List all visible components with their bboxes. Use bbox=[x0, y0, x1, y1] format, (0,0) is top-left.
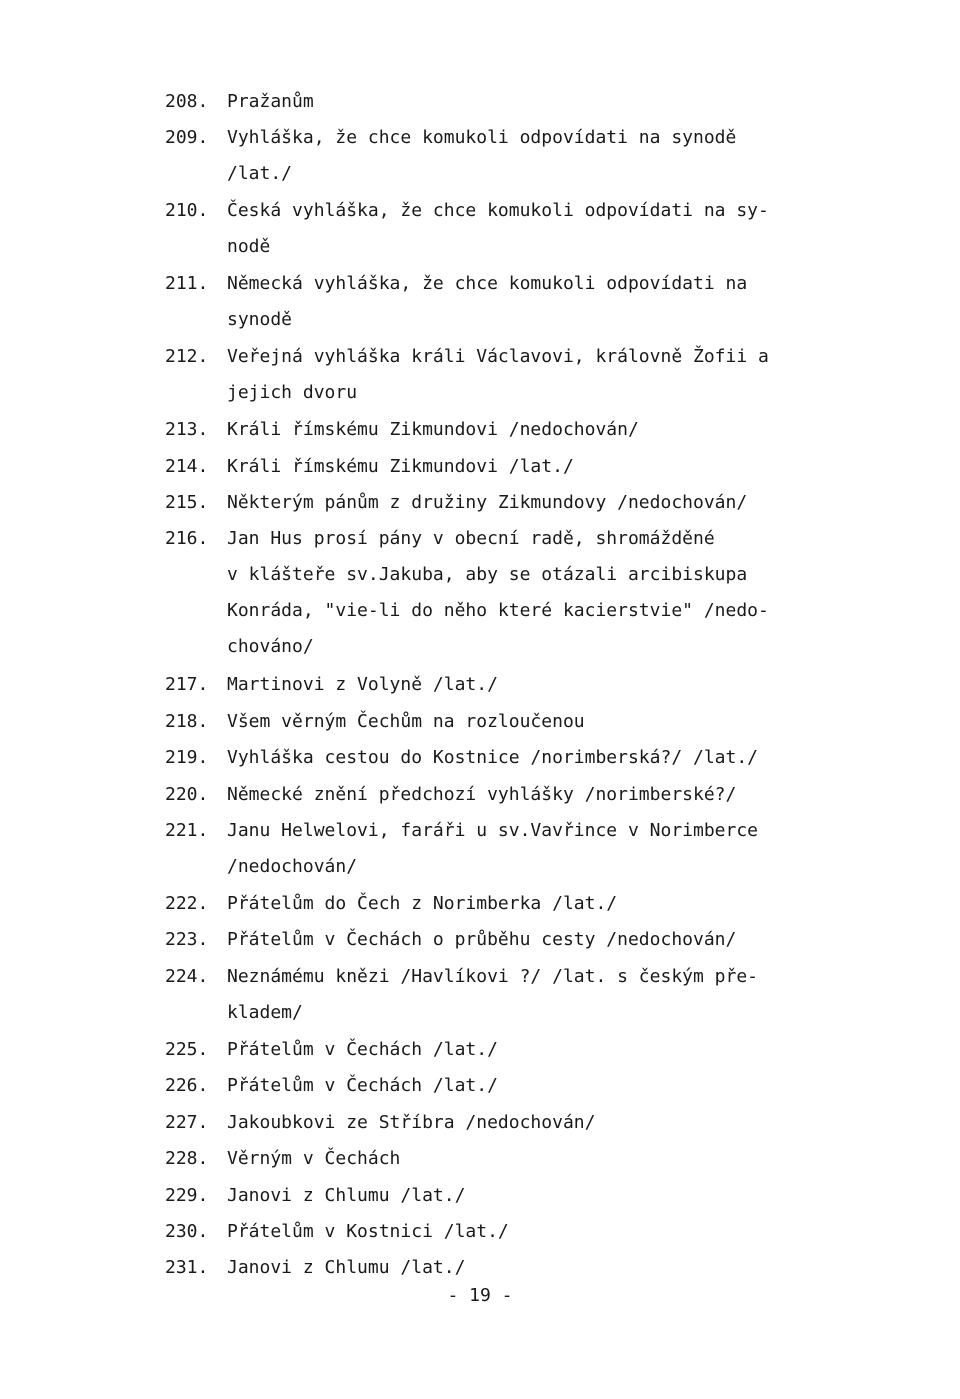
entry-line bbox=[165, 266, 855, 302]
entry-line bbox=[165, 1141, 855, 1177]
list-item bbox=[165, 1105, 855, 1141]
entry-line bbox=[165, 849, 855, 885]
list-item bbox=[165, 813, 855, 885]
entry-line bbox=[165, 84, 855, 120]
entry-text: Německá vyhláška, že chce komukoli odpovídati na bbox=[227, 273, 748, 295]
entry-line bbox=[165, 193, 855, 229]
entry-number: 214. bbox=[165, 455, 209, 477]
entry-text: Veřejná vyhláška králi Václavovi, královně Žofii a bbox=[227, 346, 769, 368]
entry-number: 213. bbox=[165, 419, 209, 441]
entry-number: 231. bbox=[165, 1257, 209, 1279]
entry-number: 211. bbox=[165, 273, 209, 295]
entry-number: 217. bbox=[165, 674, 209, 696]
entry-number: 226. bbox=[165, 1075, 209, 1097]
entry-text: Vyhláška cestou do Kostnice /norimberská?/ /lat./ bbox=[227, 747, 759, 769]
entry-line bbox=[165, 593, 855, 629]
entry-text: Jakoubkovi ze Stříbra /nedochován/ bbox=[227, 1111, 596, 1133]
entry-line bbox=[165, 557, 855, 593]
list-item bbox=[165, 1032, 855, 1068]
list-item bbox=[165, 84, 855, 120]
entry-number: 222. bbox=[165, 892, 209, 914]
list-item bbox=[165, 740, 855, 776]
list-item bbox=[165, 266, 855, 338]
entry-line bbox=[165, 1068, 855, 1104]
entry-line bbox=[165, 302, 855, 338]
entry-line bbox=[165, 922, 855, 958]
entry-text: Přátelům v Čechách /lat./ bbox=[227, 1038, 498, 1060]
entry-line bbox=[165, 485, 855, 521]
entry-text: Králi římskému Zikmundovi /lat./ bbox=[227, 455, 574, 477]
entry-number: 229. bbox=[165, 1184, 209, 1206]
entry-text-continuation: Konráda, "vie-li do něho které kacierstvie" /nedo- bbox=[227, 600, 769, 622]
list-item bbox=[165, 777, 855, 813]
entry-text-continuation: synodě bbox=[227, 309, 293, 331]
list-item bbox=[165, 193, 855, 265]
entry-text: Přátelům v Čechách /lat./ bbox=[227, 1075, 498, 1097]
entry-line bbox=[165, 1032, 855, 1068]
entry-number: 215. bbox=[165, 491, 209, 513]
entry-line bbox=[165, 1105, 855, 1141]
entry-number: 216. bbox=[165, 528, 209, 550]
entry-line bbox=[165, 339, 855, 375]
entry-line bbox=[165, 886, 855, 922]
list-item bbox=[165, 1178, 855, 1214]
list-item bbox=[165, 922, 855, 958]
entry-number: 220. bbox=[165, 783, 209, 805]
list-item bbox=[165, 1141, 855, 1177]
list-item bbox=[165, 959, 855, 1031]
entry-text: Pražanům bbox=[227, 91, 314, 112]
entry-line bbox=[165, 629, 855, 665]
entry-number: 227. bbox=[165, 1111, 209, 1133]
list-item bbox=[165, 485, 855, 521]
entry-line bbox=[165, 375, 855, 411]
entry-line bbox=[165, 813, 855, 849]
entry-text-continuation: chováno/ bbox=[227, 636, 314, 658]
entry-line bbox=[165, 449, 855, 485]
entry-line bbox=[165, 959, 855, 995]
entry-text-continuation: kladem/ bbox=[227, 1001, 303, 1023]
list-item bbox=[165, 704, 855, 740]
entry-text-continuation: /lat./ bbox=[227, 163, 293, 185]
entry-text: Neznámému knězi /Havlíkovi ?/ /lat. s českým pře- bbox=[227, 965, 759, 987]
list-item bbox=[165, 120, 855, 192]
list-item bbox=[165, 521, 855, 665]
entry-text: Janovi z Chlumu /lat./ bbox=[227, 1184, 466, 1206]
entry-text: Přátelům v Čechách o průběhu cesty /nedochován/ bbox=[227, 929, 737, 951]
entry-text: Všem věrným Čechům na rozloučenou bbox=[227, 710, 585, 732]
entry-number: 218. bbox=[165, 710, 209, 732]
entry-number: 209. bbox=[165, 127, 209, 149]
list-item bbox=[165, 1214, 855, 1250]
entry-number: 210. bbox=[165, 200, 209, 222]
list-item bbox=[165, 667, 855, 703]
entry-line bbox=[165, 1178, 855, 1214]
entry-line bbox=[165, 995, 855, 1031]
entry-text: Janovi z Chlumu /lat./ bbox=[227, 1257, 466, 1279]
entry-line bbox=[165, 667, 855, 703]
entry-text-continuation: jejich dvoru bbox=[227, 382, 358, 404]
entry-line bbox=[165, 521, 855, 557]
entry-text-continuation: v klášteře sv.Jakuba, aby se otázali arcibiskupa bbox=[227, 564, 748, 586]
entry-text: Jan Hus prosí pány v obecní radě, shromážděné bbox=[227, 528, 715, 550]
page-number: - 19 - bbox=[447, 1285, 513, 1306]
entry-number: 230. bbox=[165, 1220, 209, 1242]
entry-line bbox=[165, 156, 855, 192]
entry-text-continuation: nodě bbox=[227, 236, 271, 258]
entry-number: 224. bbox=[165, 965, 209, 987]
entry-line bbox=[165, 229, 855, 265]
list-item bbox=[165, 1068, 855, 1104]
entry-number: 212. bbox=[165, 346, 209, 368]
entry-text: Přátelům v Kostnici /lat./ bbox=[227, 1220, 509, 1242]
entry-text: Německé znění předchozí vyhlášky /norimberské?/ bbox=[227, 783, 737, 805]
list-item bbox=[165, 449, 855, 485]
entry-text-continuation: /nedochován/ bbox=[227, 856, 358, 877]
entry-text: Věrným v Čechách bbox=[227, 1148, 401, 1170]
entry-number: 225. bbox=[165, 1038, 209, 1060]
entry-text: Vyhláška, že chce komukoli odpovídati na synodě bbox=[227, 127, 737, 149]
list-item bbox=[165, 412, 855, 448]
entry-text: Králi římskému Zikmundovi /nedochován/ bbox=[227, 419, 639, 441]
entry-line bbox=[165, 740, 855, 776]
entry-text: Martinovi z Volyně /lat./ bbox=[227, 674, 498, 696]
entry-line bbox=[165, 704, 855, 740]
entry-line bbox=[165, 777, 855, 813]
list-item bbox=[165, 339, 855, 411]
entry-number: 228. bbox=[165, 1148, 209, 1170]
list-item bbox=[165, 886, 855, 922]
entry-number: 223. bbox=[165, 929, 209, 951]
entry-line bbox=[165, 120, 855, 156]
entry-number: 221. bbox=[165, 820, 209, 841]
entry-text: Janu Helwelovi, faráři u sv.Vavřince v Norimberce bbox=[227, 820, 759, 841]
entry-text: Některým pánům z družiny Zikmundovy /nedochován/ bbox=[227, 491, 748, 513]
entry-number: 219. bbox=[165, 747, 209, 769]
entry-text: Česká vyhláška, že chce komukoli odpovídati na sy- bbox=[227, 200, 769, 222]
entry-text: Přátelům do Čech z Norimberka /lat./ bbox=[227, 892, 618, 914]
entry-line bbox=[165, 1214, 855, 1250]
entry-line bbox=[165, 412, 855, 448]
entry-number: 208. bbox=[165, 91, 209, 112]
